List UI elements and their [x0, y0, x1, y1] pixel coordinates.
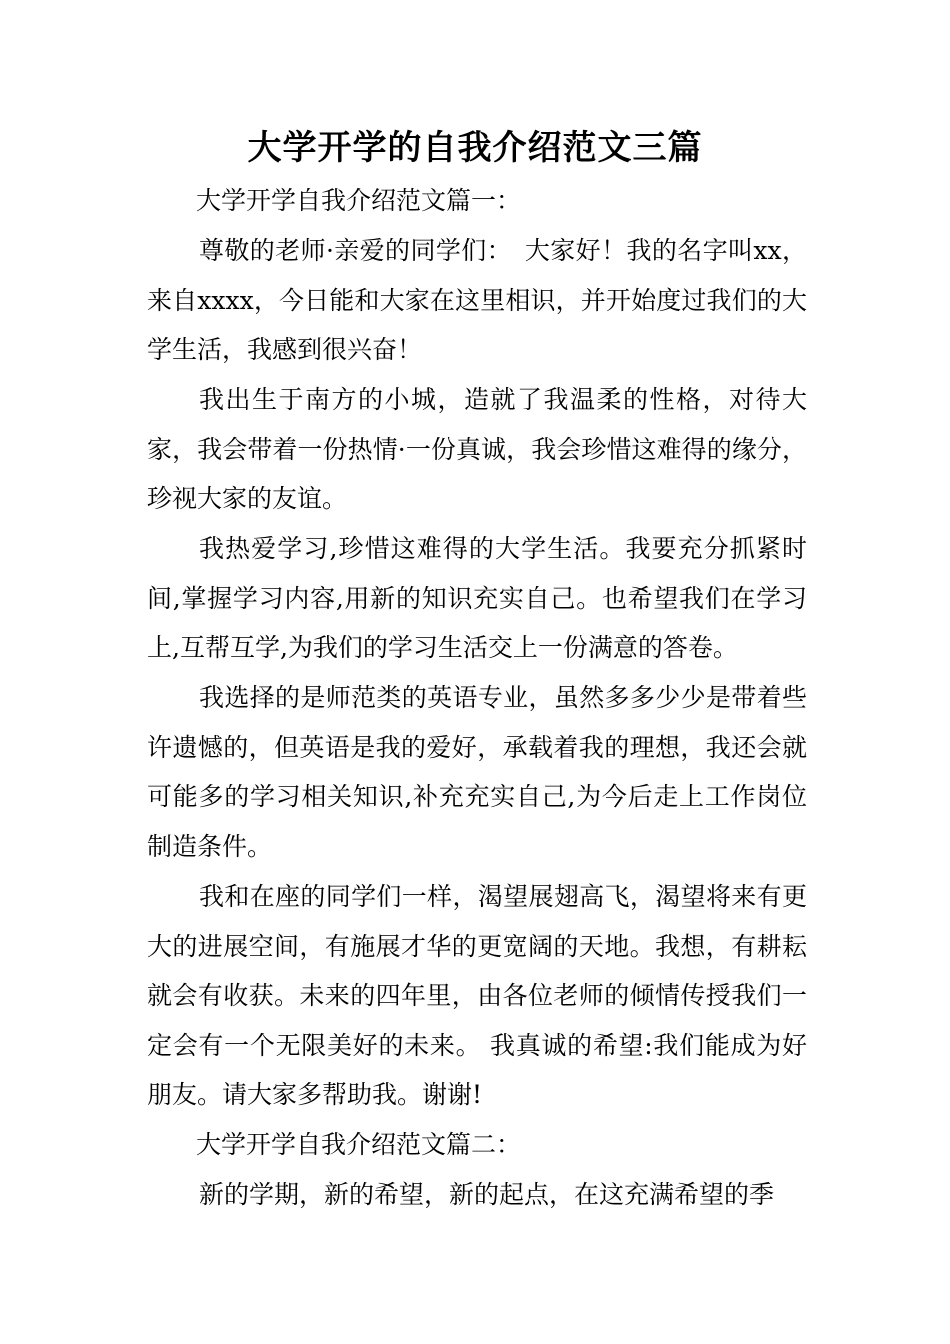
- section-heading-2: 大学开学自我介绍范文篇二：: [196, 1130, 522, 1159]
- paragraph: 我选择的是师范类的英语专业，虽然多多少少是带着些许遗憾的，但英语是我的爱好，承载着我的理想，我还会就可能多的学习相关知识,补充充实自己,为今后走上工作岗位制造条件。: [147, 683, 807, 861]
- paragraph: 新的学期，新的希望，新的起点，在这充满希望的季: [199, 1180, 775, 1209]
- paragraph: 我出生于南方的小城，造就了我温柔的性格，对待大家，我会带着一份热情·一份真诚，我会珍惜这难得的缘分，珍视大家的友谊。: [147, 385, 807, 513]
- paragraph: 尊敬的老师·亲爱的同学们： 大家好！我的名字叫xx，来自xxxx，今日能和大家在这里相识，并开始度过我们的大学生活，我感到很兴奋！: [147, 236, 807, 364]
- paragraph: 我热爱学习,珍惜这难得的大学生活。我要充分抓紧时间,掌握学习内容,用新的知识充实自己。也希望我们在学习上,互帮互学,为我们的学习生活交上一份满意的答卷。: [147, 534, 807, 662]
- section-heading-1: 大学开学自我介绍范文篇一：: [196, 186, 522, 215]
- paragraph: 我和在座的同学们一样，渴望展翅高飞，渴望将来有更大的进展空间，有施展才华的更宽阔的天地。我想，有耕耘就会有收获。未来的四年里，由各位老师的倾情传授我们一定会有一个无限美好的未来。 我真诚的希望:我们能成为好朋友。请大家多帮助我。谢谢!: [147, 882, 807, 1109]
- document-title: 大学开学的自我介绍范文三篇: [247, 128, 703, 168]
